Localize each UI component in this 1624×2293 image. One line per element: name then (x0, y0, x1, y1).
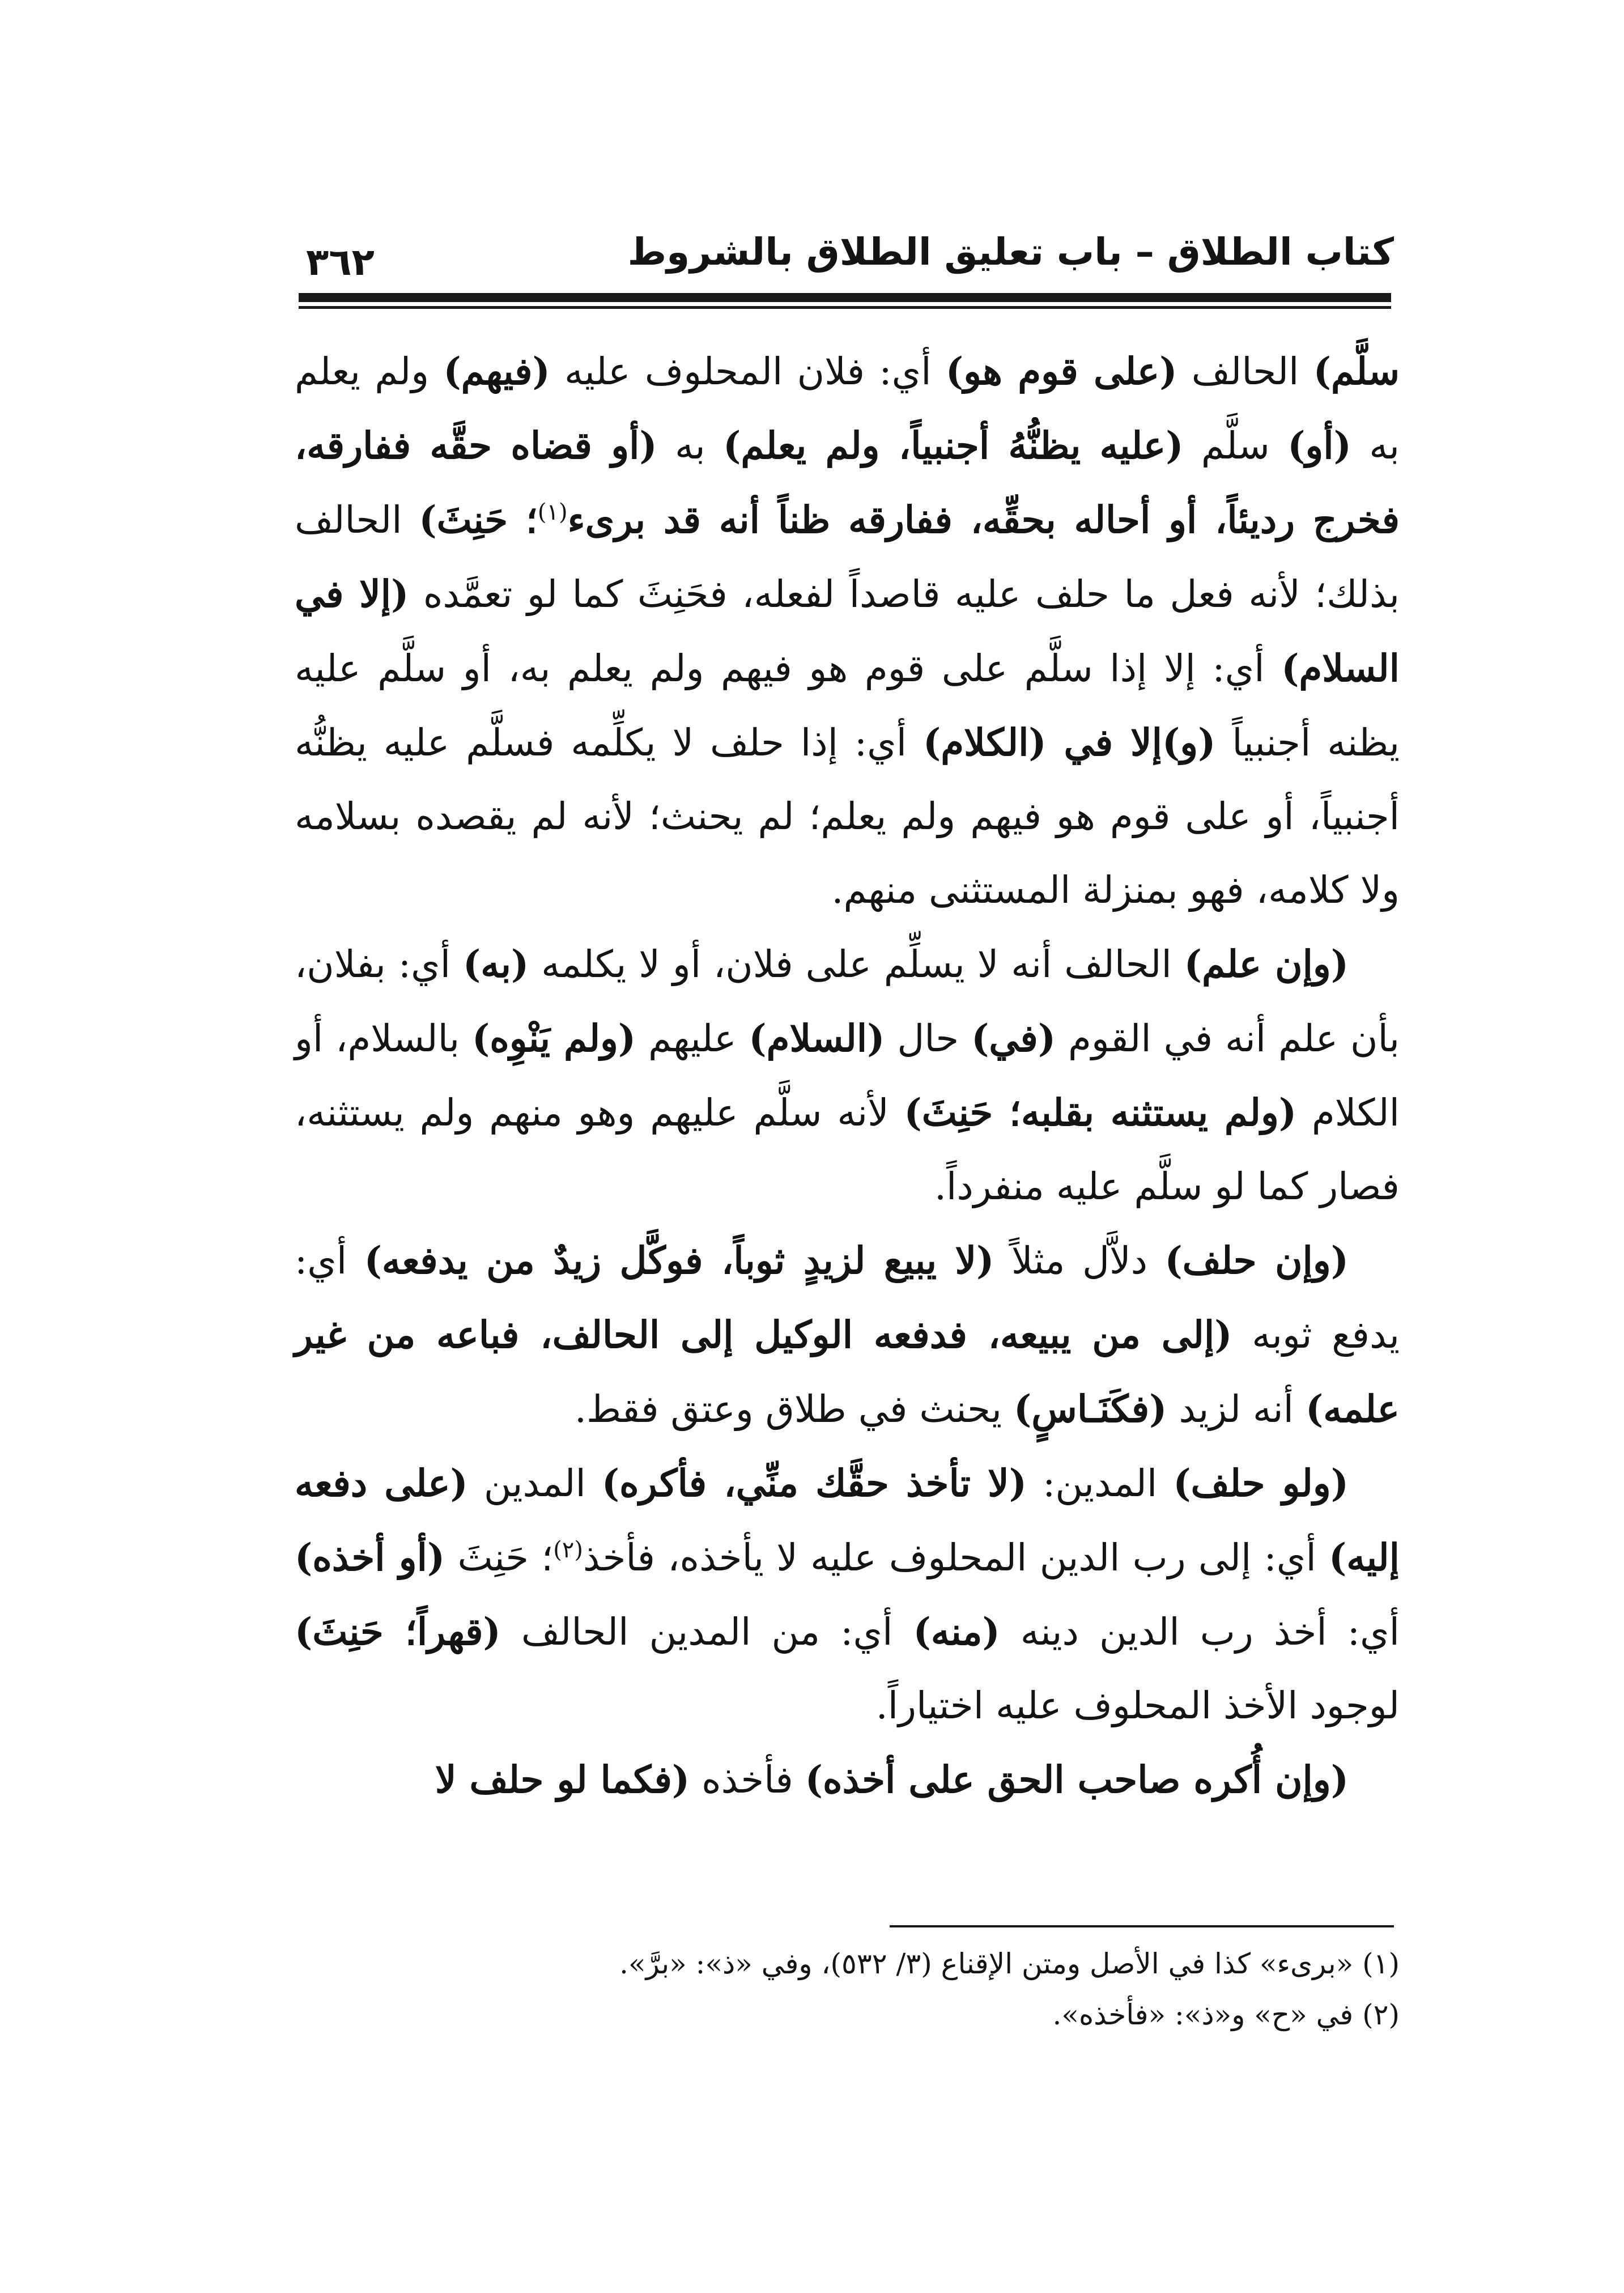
matn-text: (وإن حلف) (1164, 1238, 1349, 1283)
sharh-text (429, 350, 443, 393)
footnotes (295, 1938, 1400, 2040)
main-text (295, 334, 1400, 1817)
matn-text: (إلى من يبيعه، فدفعه الوكيل إلى الحالف، فباعه من غير علمه) (295, 1313, 1400, 1431)
sharh-text: ولم يعلم به (295, 350, 1400, 468)
matn-text: (ولم يستثنه بقلبه؛ حَنِثَ) (904, 1090, 1297, 1135)
header-rule-thick (299, 293, 1391, 302)
matn-text: (منه) (913, 1610, 1000, 1654)
sharh-text: المدين: (1026, 1462, 1174, 1505)
matn-text: (فيهم) (443, 349, 550, 393)
sharh-text: بالسلام، أو الكلام (295, 1017, 1400, 1135)
sharh-text: سلَّم (1183, 424, 1288, 468)
matn-text: (فكَنَـاسٍ) (1014, 1387, 1167, 1431)
matn-text: (فكما لو حلف لا (435, 1757, 690, 1802)
page-header (295, 227, 1394, 289)
matn-text: (وإن علم) (1184, 942, 1349, 986)
sharh-text: حال (885, 1017, 972, 1060)
header-rule-thin (299, 306, 1391, 309)
sharh-text: الحالف (1177, 350, 1313, 393)
paragraph-2 (295, 927, 1400, 1224)
paragraph-5 (295, 1743, 1400, 1817)
sharh-text: المدين (467, 1462, 602, 1505)
matn-text: (إلا في السلام) (295, 572, 1400, 690)
matn-text: ؛ حَنِثَ) (419, 498, 538, 542)
sharh-text: أي: بفلان، بأن علم أنه في القوم (295, 942, 1400, 1060)
matn-text: (ولم يَنْوِه) (471, 1016, 636, 1060)
sharh-text: لأنه سلَّم عليهم وهو منهم ولم يستثنه، فصار كما لو سلَّم عليه منفرداً. (295, 1091, 1400, 1208)
page-number: ٣٦٢ (306, 240, 375, 284)
matn-text: (ولو حلف) (1173, 1461, 1349, 1505)
matn-text: سلَّم) (1313, 349, 1400, 393)
matn-text: (و)إلا في (الكلام) (923, 720, 1216, 765)
matn-text: (به) (463, 942, 529, 986)
paragraph-3 (295, 1224, 1400, 1446)
sharh-text: دلاَّل مثلاً (994, 1239, 1165, 1283)
paragraph-1 (295, 334, 1400, 927)
matn-text: (لا تأخذ حقَّك منِّي، فأكره) (601, 1461, 1027, 1505)
sharh-text: فأخذه (690, 1758, 805, 1802)
footnote-marker: (١) (537, 499, 568, 525)
matn-text: (في) (971, 1016, 1056, 1060)
footnote-2: (٢) في «ح» و«ذ»: «فأخذه». (1052, 1998, 1400, 2031)
sharh-text: ؛ حَنِثَ (445, 1536, 554, 1579)
matn-text: (أو) (1287, 423, 1351, 468)
sharh-text: الحالف أنه لا يسلِّم على فلان، أو لا يكلمه (529, 942, 1184, 986)
sharh-text: يحنث في طلاق وعتق فقط. (574, 1387, 1014, 1431)
sharh-text: أي: إلى رب الدين المحلوف عليه لا يأخذه، فأخذ (583, 1536, 1329, 1579)
matn-text: (عليه يظنُّهُ أجنبياً، ولم يعلم) (723, 423, 1184, 468)
sharh-text (1351, 424, 1369, 468)
sharh-text: أي: أخذ رب الدين دينه (1000, 1610, 1400, 1654)
footnote-1: (١) «برىء» كذا في الأصل ومتن الإقناع (٣/ ٥٣٢)، وفي «ذ»: «برَّ». (619, 1947, 1400, 1980)
sharh-text: الحالف بذلك؛ لأنه فعل ما حلف عليه قاصداً لفعله، فحَنِثَ كما لو تعمَّده (295, 498, 1400, 616)
matn-text: (على قوم هو) (945, 349, 1177, 393)
sharh-text: أي: يدفع ثوبه (295, 1239, 1400, 1357)
matn-text: (على دفعه إليه) (295, 1461, 1400, 1579)
sharh-text: أنه لزيد (1167, 1387, 1306, 1431)
sharh-text: أي: فلان المحلوف عليه (550, 350, 946, 393)
matn-text: (السلام) (749, 1016, 885, 1060)
sharh-text: به (657, 424, 724, 468)
matn-text: (أو أخذه) (295, 1535, 445, 1579)
running-title: كتاب الطلاق – باب تعليق الطلاق بالشروط (627, 230, 1394, 274)
sharh-text: أي: إذا حلف لا يكلِّمه فسلَّم عليه يظنُّه أجنبياً، أو على قوم هو فيهم ولم يعلم؛ لم يحنث؛ لأنه لم يقصده بسلامه ولا كلامه، فهو بمنزلة المستثنى منهم. (295, 721, 1400, 912)
matn-text: (لا يبيع لزيدٍ ثوباً، فوكَّل زيدٌ من يدفعه) (364, 1238, 994, 1283)
sharh-text: لوجود الأخذ المحلوف عليه اختياراً. (875, 1684, 1400, 1727)
matn-text: (وإن أُكره صاحب الحق على أخذه) (805, 1757, 1349, 1802)
sharh-text: عليهم (636, 1017, 749, 1060)
footnote-separator (890, 1925, 1394, 1927)
sharh-text: أي: إلا إذا سلَّم على قوم هو فيهم ولم يعلم به، أو سلَّم عليه يظنه أجنبياً (295, 647, 1400, 765)
matn-text: (قهراً؛ حَنِثَ) (295, 1610, 501, 1654)
paragraph-4 (295, 1446, 1400, 1743)
sharh-text: أي: من المدين الحالف (500, 1610, 913, 1654)
matn-text: (أو قضاه حقَّه ففارقه، فخرج رديئاً، أو أحاله بحقِّه، ففارقه ظناً أنه قد برىء (295, 423, 1400, 542)
footnote-marker: (٢) (553, 1537, 583, 1563)
